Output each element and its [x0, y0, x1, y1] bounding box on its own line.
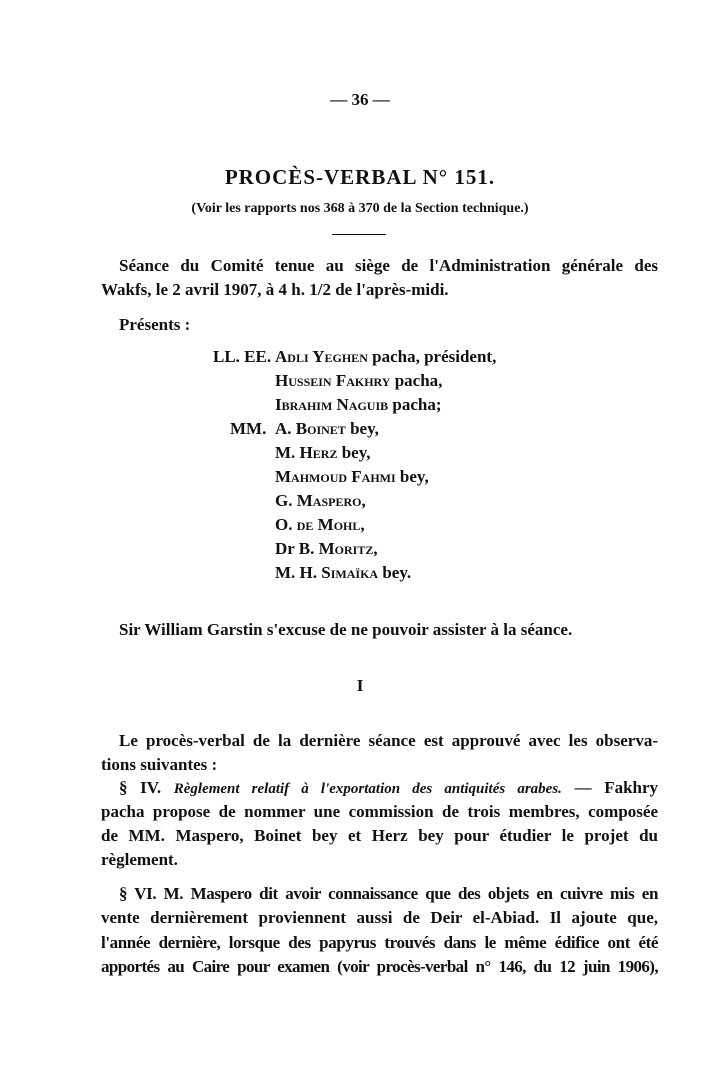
para-vi-line-4: apportés au Caire pour examen (voir procès-verbal n° 146, du 12 juin 1906), — [101, 957, 658, 976]
messieurs-list — [275, 417, 429, 585]
member: O. de Mohl, — [275, 515, 365, 534]
para-vi-line-3: l'année dernière, lorsque des papyrus trouvés dans le même édifice ont été — [101, 933, 658, 952]
para-iv-line-3: de MM. Maspero, Boinet bey et Herz bey pour étudier le projet du — [101, 826, 658, 845]
member: Mahmoud Fahmi bey, — [275, 467, 429, 486]
para-iv-line-4: règlement. — [101, 850, 178, 869]
excellencies-label: LL. EE. — [213, 347, 272, 366]
excellencies-list — [275, 345, 496, 417]
member: Hussein Fakhry pacha, — [275, 371, 443, 390]
member: M. Herz bey, — [275, 443, 371, 462]
section-numeral: I — [356, 676, 364, 695]
para-vi-line-1: § VI. M. Maspero dit avoir connaissance que des objets en cuivre mis en — [119, 884, 658, 903]
divider — [332, 234, 386, 235]
intro-line-2: Wakfs, le 2 avril 1907, à 4 h. 1/2 de l'après-midi. — [101, 280, 449, 299]
intro-line-1: Séance du Comité tenue au siège de l'Administration générale des — [119, 256, 658, 275]
para-vi-line-2: vente dernièrement proviennent aussi de Deir el-Abiad. Il ajoute que, — [101, 908, 658, 927]
member: M. H. Simaïka bey. — [275, 563, 412, 582]
page-number: — 36 — — [330, 90, 390, 109]
regulation-title: Règlement relatif à l'exportation des antiquités arabes. — [173, 781, 562, 797]
page-title: PROCÈS-VERBAL N° 151. — [224, 165, 496, 189]
member: Ibrahim Naguib pacha; — [275, 395, 442, 414]
member: Adli Yeghen pacha, président, — [275, 347, 497, 366]
presents-label: Présents : — [119, 315, 191, 334]
para-iv-line-2: pacha propose de nommer une commission de trois membres, composée — [101, 802, 658, 821]
approval-line-1: Le procès-verbal de la dernière séance est approuvé avec les observa- — [119, 731, 658, 750]
para-iv-line-1: § IV. Règlement relatif à l'exportation des antiquités arabes. — Fakhry — [119, 778, 659, 797]
member: Dr B. Moritz, — [275, 539, 378, 558]
member: G. Maspero, — [275, 491, 366, 510]
subtitle: (Voir les rapports nos 368 à 370 de la Section technique.) — [191, 201, 529, 216]
messieurs-label: MM. — [230, 419, 267, 438]
member: A. Boinet bey, — [275, 419, 379, 438]
excuse-text: Sir William Garstin s'excuse de ne pouvoir assister à la séance. — [119, 620, 573, 639]
approval-line-2: tions suivantes : — [101, 755, 218, 774]
